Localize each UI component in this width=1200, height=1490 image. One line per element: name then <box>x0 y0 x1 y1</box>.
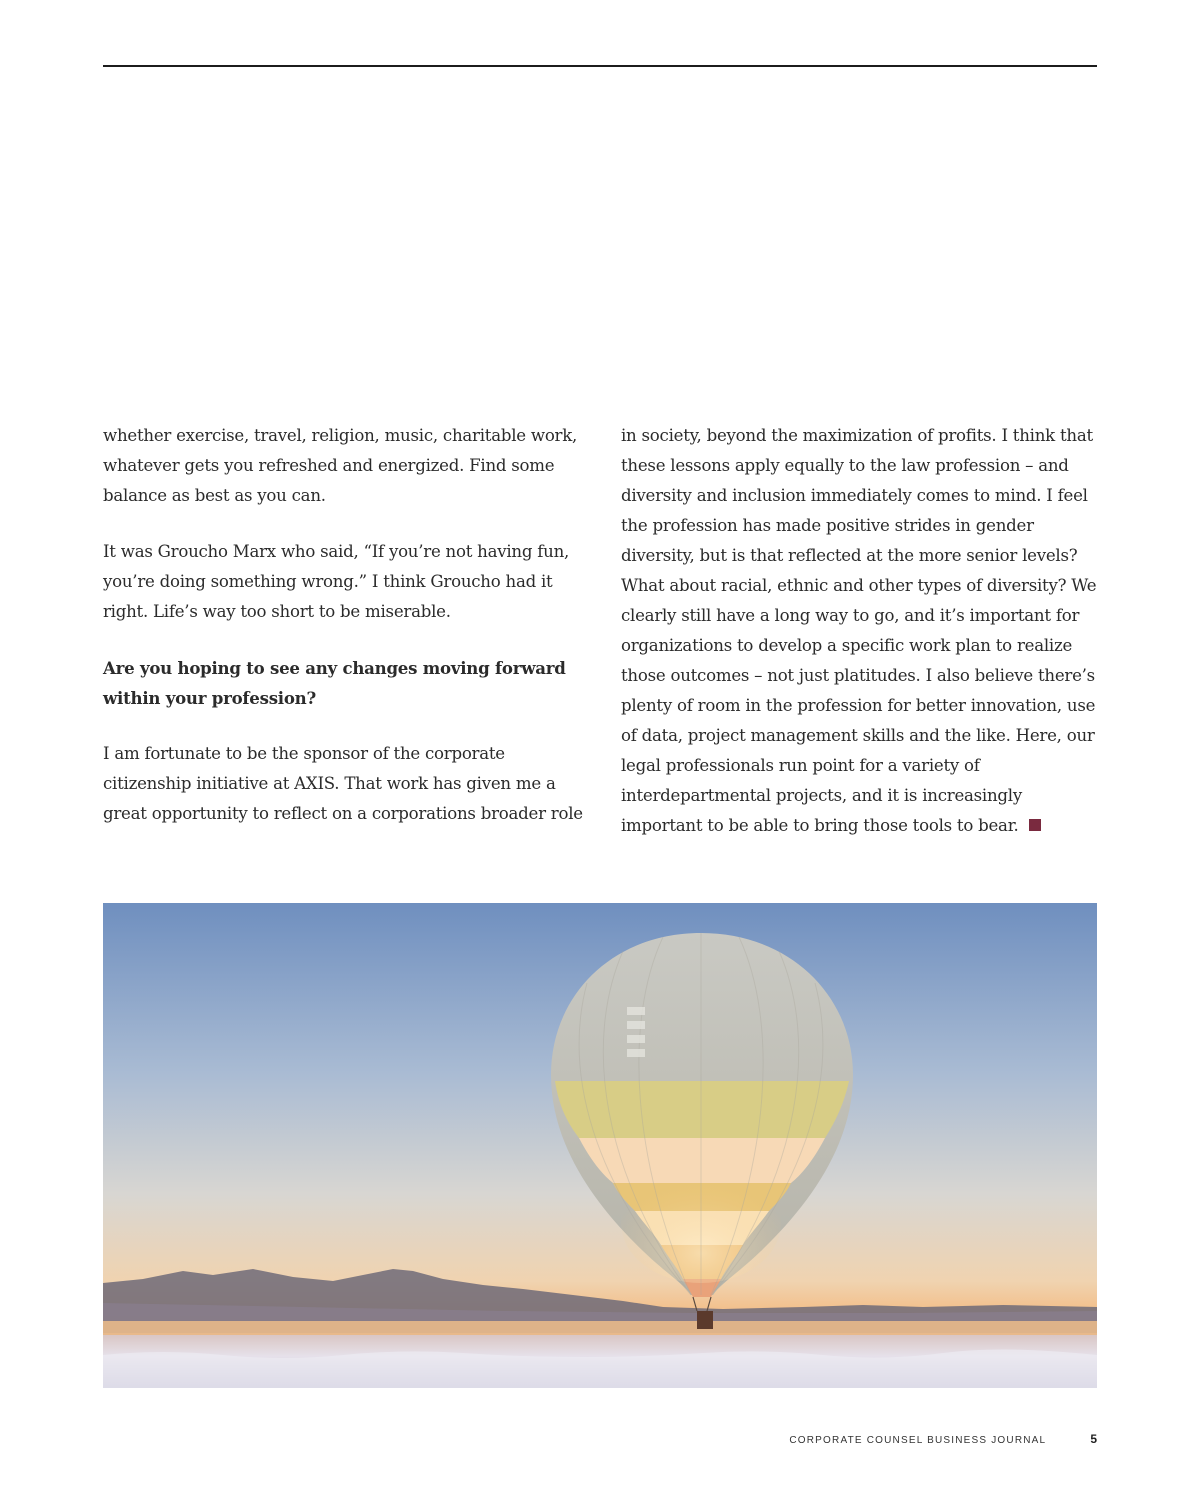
end-of-article-mark <box>1029 819 1041 831</box>
interview-question: Are you hoping to see any changes moving forward within your profession? <box>103 658 566 708</box>
paragraph-final <box>621 421 1097 841</box>
journal-title: CORPORATE COUNSEL BUSINESS JOURNAL <box>789 1435 1047 1446</box>
right-column <box>621 421 1097 867</box>
page-number: 5 <box>1090 1432 1097 1446</box>
page-footer <box>700 1432 1097 1446</box>
paragraph: whether exercise, travel, religion, music, charitable work, whatever gets you refreshed and energized. Find some balance as best as you can. <box>103 426 578 505</box>
balloon-illustration <box>103 903 1097 1388</box>
article-body <box>103 421 1097 867</box>
paragraph: I am fortunate to be the sponsor of the corporate citizenship initiative at AXIS. That work has given me a great opportunity to reflect on a corporations broader role <box>103 744 583 823</box>
top-rule <box>103 65 1097 67</box>
hot-air-balloon-photo <box>103 903 1097 1388</box>
paragraph: It was Groucho Marx who said, “If you’re not having fun, you’re doing something wrong.” I think Groucho had it right. Life’s way too short to be miserable. <box>103 542 570 621</box>
left-column <box>103 421 583 867</box>
paragraph-text: in society, beyond the maximization of profits. I think that these lessons apply equally to the law profession – and diversity and inclusion immediately comes to mind. I feel the profession has made positive strides in gender diversity, but is that reflected at the more senior levels? What about racial, ethnic and other types of diversity? We clearly still have a long way to go, and it’s important for organizations to develop a specific work plan to realize those outcomes – not just platitudes. I also believe there’s plenty of room in the profession for better innovation, use of data, project management skills and the like. Here, our legal professionals run point for a variety of interdepartmental projects, and it is increasingly important to be able to bring those tools to bear. <box>621 426 1097 835</box>
